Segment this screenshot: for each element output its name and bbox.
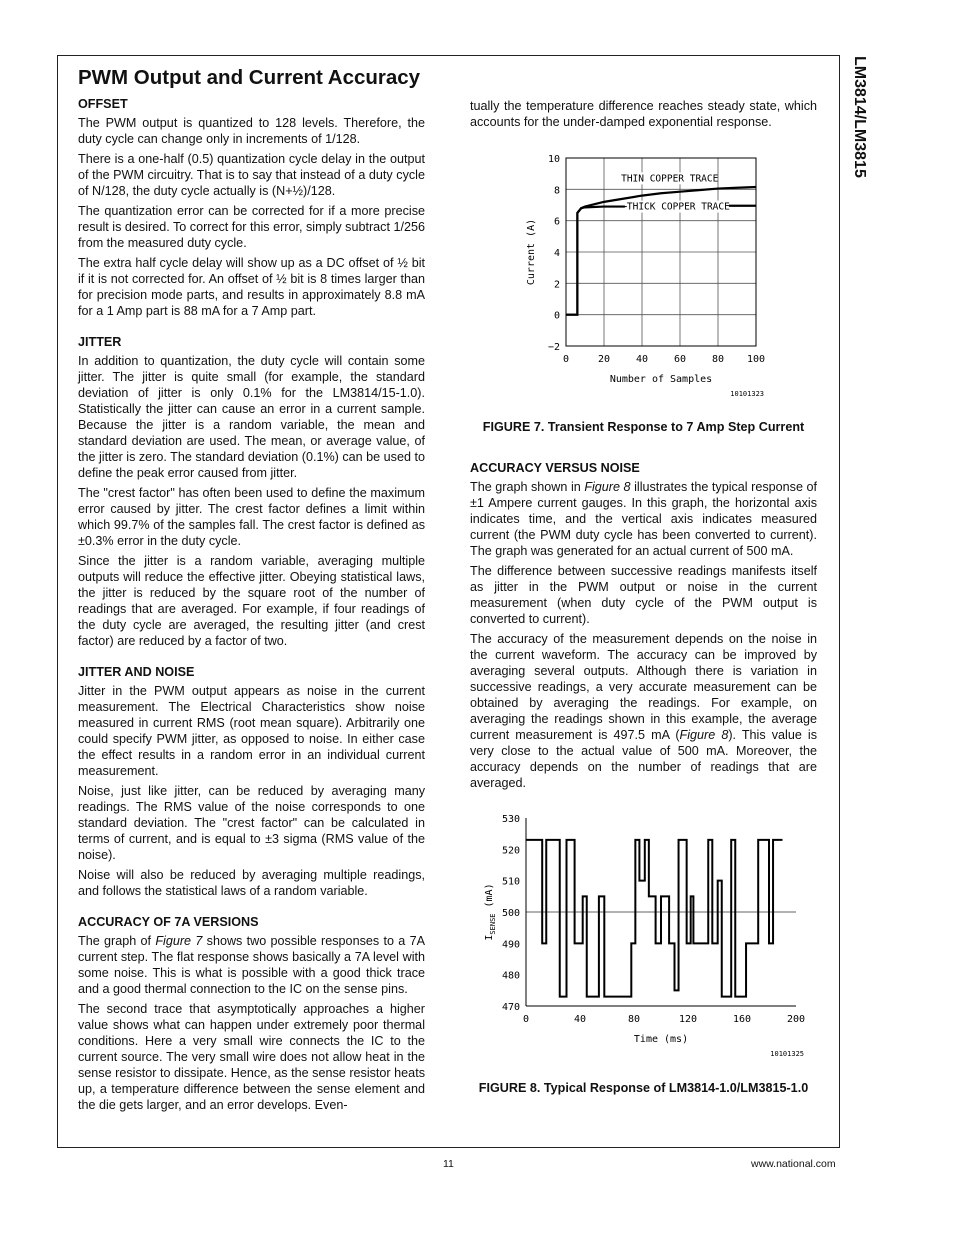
x-tick-label: 160 xyxy=(732,1014,752,1025)
figure-code: 10101323 xyxy=(730,390,764,398)
y-tick-label: 0 xyxy=(553,310,560,322)
x-axis-label: Time (ms) xyxy=(633,1034,689,1045)
y-tick-label: 510 xyxy=(501,876,520,888)
y-tick-label: 470 xyxy=(501,1002,520,1013)
x-tick-label: 0 xyxy=(562,354,570,365)
offset-heading: OFFSET xyxy=(78,97,128,111)
figure-reference: Figure 7 xyxy=(155,934,203,948)
x-tick-label: 200 xyxy=(786,1014,806,1025)
y-tick-label: 2 xyxy=(553,279,560,291)
text-run: shows two possible responses to a 7A current step. The flat response shows basically a 7A level with some noise. This is what is possible with a good thick trace and a good thermal connection to the IC on the sense pins. xyxy=(78,934,425,996)
y-tick-label: 10 xyxy=(547,154,560,165)
y-tick-label: 480 xyxy=(501,970,520,982)
offset-paragraph: The quantization error can be corrected for if a more precise result is desired. To correct for this error, simply subtract 1/256 from the measured duty cycle. xyxy=(78,204,425,250)
x-tick-label: 100 xyxy=(746,354,766,365)
y-tick-label: 500 xyxy=(501,908,520,919)
figure-8-svg xyxy=(470,808,817,1068)
text-run: ). This value is very close to the actual value of 500 mA. Moreover, the accuracy depends on the number of readings that are averaged. xyxy=(470,728,817,790)
accuracy-noise-paragraph: The difference between successive readings manifests itself as jitter in the PWM output or noise in the current measurement (when duty cycle of the PWM output is converted to current). xyxy=(470,564,817,626)
y-tick-label: 4 xyxy=(553,248,560,259)
jitter-heading: JITTER xyxy=(78,335,122,349)
x-axis-label: Number of Samples xyxy=(609,374,713,385)
figure-code: 10101325 xyxy=(770,1050,804,1058)
accuracy-7a-paragraph xyxy=(78,933,425,997)
text-run: The graph of xyxy=(78,934,156,948)
series-label: THIN COPPER TRACE xyxy=(621,173,719,185)
side-part-number xyxy=(842,56,872,256)
y-tick-label: 6 xyxy=(553,216,560,228)
side-part-number-text: LM3814/LM3815 xyxy=(851,56,868,178)
x-tick-label: 20 xyxy=(597,354,611,365)
accuracy-noise-paragraph xyxy=(470,631,817,791)
y-tick-label: 8 xyxy=(553,185,560,197)
right-column xyxy=(470,98,817,130)
x-tick-label: 40 xyxy=(573,1014,587,1025)
offset-paragraph: There is a one-half (0.5) quantization cycle delay in the output of the PWM circuitry. That is to say that instead of a duty cycle of N/128, the duty cycle actually is (N+½)/128. xyxy=(78,152,425,198)
y-axis-label: $I_{SENSE}$ (mA) xyxy=(484,883,497,941)
y-tick-label: 520 xyxy=(501,845,520,857)
y-axis-label: Current (A) xyxy=(526,218,537,286)
series-line xyxy=(566,206,756,315)
figure-reference: Figure 8 xyxy=(679,728,729,742)
accuracy-noise-heading: ACCURACY VERSUS NOISE xyxy=(470,461,640,475)
figure-reference: Figure 8 xyxy=(584,480,631,494)
continued-paragraph: tually the temperature difference reaches steady state, which accounts for the under-damped exponential response. xyxy=(470,99,817,129)
x-tick-label: 40 xyxy=(635,354,649,365)
left-column xyxy=(78,96,425,1113)
text-run: The graph shown in xyxy=(470,480,585,494)
jitter-noise-paragraph: Noise will also be reduced by averaging multiple readings, and follows the statistical laws of a random variable. xyxy=(78,868,425,898)
y-tick-label: 530 xyxy=(501,814,520,825)
series-label: THICK COPPER TRACE xyxy=(626,201,730,213)
jitter-paragraph: Since the jitter is a random variable, averaging multiple outputs will reduce the effective jitter. Obeying statistical laws, the jitter is reduced by the square root of the number of readings that are averaged. For example, if four readings of the duty cycle are averaged, the resulting jitter (and crest factor) are reduced by a factor of two. xyxy=(78,554,425,648)
text-run: The accuracy of the measurement depends on the noise in the current waveform. The accuracy can be improved by averaging several outputs. Although there is variation in successive readings, a very accurate measurement can be obtained by averaging the readings. For example, on averaging the readings shown in this example, the average current measurement is 497.5 mA ( xyxy=(470,632,817,742)
x-tick-label: 80 xyxy=(711,354,725,365)
series-line xyxy=(526,840,783,997)
x-tick-label: 120 xyxy=(678,1014,698,1025)
figure-7-svg xyxy=(470,148,817,408)
offset-paragraph: The PWM output is quantized to 128 levels. Therefore, the duty cycle can change only in increments of 1/128. xyxy=(78,116,425,146)
x-tick-label: 80 xyxy=(627,1014,641,1025)
jitter-paragraph: In addition to quantization, the duty cycle will contain some jitter. The jitter is quite small (for example, the standard deviation of jitter is only 0.1% for the LM3814/15-1.0). Statistically the jitter can cause an error in a current sample. Because the jitter is a random variable, the mean and standard deviation are used. The mean, or average value, of the jitter is zero. The standard deviation (0.1%) can be used to define the peak error caused from jitter. xyxy=(78,354,425,480)
y-tick-label: 490 xyxy=(501,939,520,951)
page-number: 11 xyxy=(443,1158,454,1170)
figure-7-caption: FIGURE 7. Transient Response to 7 Amp Step Current xyxy=(482,420,805,434)
x-tick-label: 60 xyxy=(673,354,687,365)
accuracy-noise-section xyxy=(470,460,817,795)
jitter-noise-heading: JITTER AND NOISE xyxy=(78,665,195,679)
figure-7-chart xyxy=(470,148,817,408)
accuracy-7a-heading: ACCURACY OF 7A VERSIONS xyxy=(78,915,259,929)
footer-url: www.national.com xyxy=(751,1158,836,1170)
jitter-noise-paragraph: Jitter in the PWM output appears as noise in the current measurement. The Electrical Characteristics show noise measured in current RMS (root mean square). Arbitrarily one could specify PWM jitter, as opposed to noise. In either case the effect results in a random error in an individual current measurement. xyxy=(78,684,425,778)
figure-8-caption: FIGURE 8. Typical Response of LM3814-1.0/LM3815-1.0 xyxy=(478,1081,809,1095)
jitter-paragraph: The "crest factor" has often been used to define the maximum error caused by jitter. The crest factor defines a limit within which 99.7% of the samples fall. The crest factor is defined as ±0.3% error in the duty cycle. xyxy=(78,486,425,548)
page-title: PWM Output and Current Accuracy xyxy=(78,66,421,89)
accuracy-7a-paragraph: The second trace that asymptotically approaches a higher value shows what can happen under extremely poor thermal conditions. Here a very small wire connects the IC to the current source. The very small wire does not allow heat in the sense resistor to dissipate. Hence, as the sense resistor heats up, a temperature difference between the sense element and the die gets larger, and an error develops. Even- xyxy=(78,1002,425,1112)
accuracy-noise-paragraph xyxy=(470,479,817,559)
offset-paragraph: The extra half cycle delay will show up as a DC offset of ½ bit if it is not corrected for. An offset of ½ bit is 8 times larger than for precision mode parts, and results in approximately 8.8 mA for a 1 Amp part is 88 mA for a 7 Amp part. xyxy=(78,256,425,318)
y-tick-label: −2 xyxy=(547,342,560,353)
text-run: illustrates the typical response of ±1 Ampere current gauges. In this graph, the horizontal axis indicates time, and the vertical axis indicates measured current (the PWM duty cycle has been converted to current). The graph was generated for an actual current of 500 mA. xyxy=(470,480,817,558)
figure-8-chart xyxy=(470,808,817,1068)
jitter-noise-paragraph: Noise, just like jitter, can be reduced by averaging many readings. The RMS value of the noise corresponds to one standard deviation. The "crest factor" can be calculated in terms of current, and is equal to ±3 sigma (RMS value of the noise). xyxy=(78,784,425,862)
x-tick-label: 0 xyxy=(522,1014,530,1025)
